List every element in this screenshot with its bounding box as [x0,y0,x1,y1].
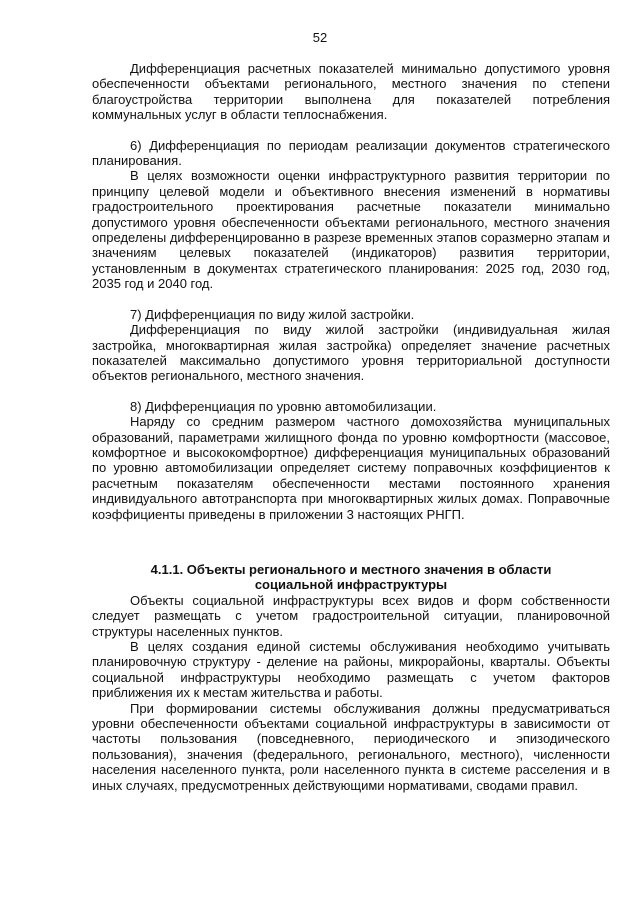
paragraph: Дифференциация расчетных показателей минимально допустимого уровня обеспеченности объектами регионального, местного значения по степени благоустройства территории выполнена для показателей потребления коммунальных услуг в области теплоснабжения. [92,61,610,123]
list-item-heading: 7) Дифференциация по виду жилой застройки. [130,306,415,322]
paragraph: Дифференциация по виду жилой застройки (индивидуальная жилая застройка, многоквартирная жилая застройка) определяет значение расчетных показателей максимально допустимого уровня территориальной доступности объектов регионального, местного значения. [92,322,610,384]
paragraph: В целях возможности оценки инфраструктурного развития территории по принципу целевой модели и объективного внесения изменений в нормативы градостроительного проектирования расчетные показатели минимально допустимого уровня обеспеченности объектами регионального, местного значения определены дифференцированно в разрезе временных этапов соразмерно этапам и значениям целевых показателей (индикаторов) развития территории, установленным в документах стратегического планирования: 2025 год, 2030 год, 2035 год и 2040 год. [92,168,610,292]
document-body [92,61,610,793]
section-heading: 4.1.1. Объекты регионального и местного значения в области социальной инфраструктуры [150,561,552,593]
page-number: 52 [312,30,328,45]
paragraph: При формировании системы обслуживания должны предусматриваться уровни обеспеченности объектами социальной инфраструктуры в зависимости от частоты пользования (повседневного, периодического и эпизодического пользования), значения (федерального, регионального, местного), численности населения населенного пункта, роли населенного пункта в системе расселения и в иных случаях, предусмотренных действующими нормативами, сводами правил. [92,700,610,793]
paragraph: Наряду со средним размером частного домохозяйства муниципальных образований, параметрами жилищного фонда по уровню комфортности (массовое, комфортное и высококомфортное) дифференциация муниципальных образований по уровню автомобилизации определяет систему поправочных коэффициентов к расчетным показателям обеспеченности местами постоянного хранения индивидуального автотранспорта при многоквартирных жилых домах. Поправочные коэффициенты приведены в приложении 3 настоящих РНГП. [92,414,610,522]
list-item-heading: 8) Дифференциация по уровню автомобилизации. [130,398,437,414]
paragraph: В целях создания единой системы обслуживания необходимо учитывать планировочную структуру - деление на районы, микрорайоны, кварталы. Объекты социальной инфраструктуры необходимо размещать с учетом факторов приближения их к местам жительства и работы. [92,639,610,701]
list-item-heading: 6) Дифференциация по периодам реализации документов стратегического планирования. [92,137,610,169]
paragraph: Объекты социальной инфраструктуры всех видов и форм собственности следует размещать с учетом градостроительной ситуации, планировочной структуры населенных пунктов. [92,592,610,639]
